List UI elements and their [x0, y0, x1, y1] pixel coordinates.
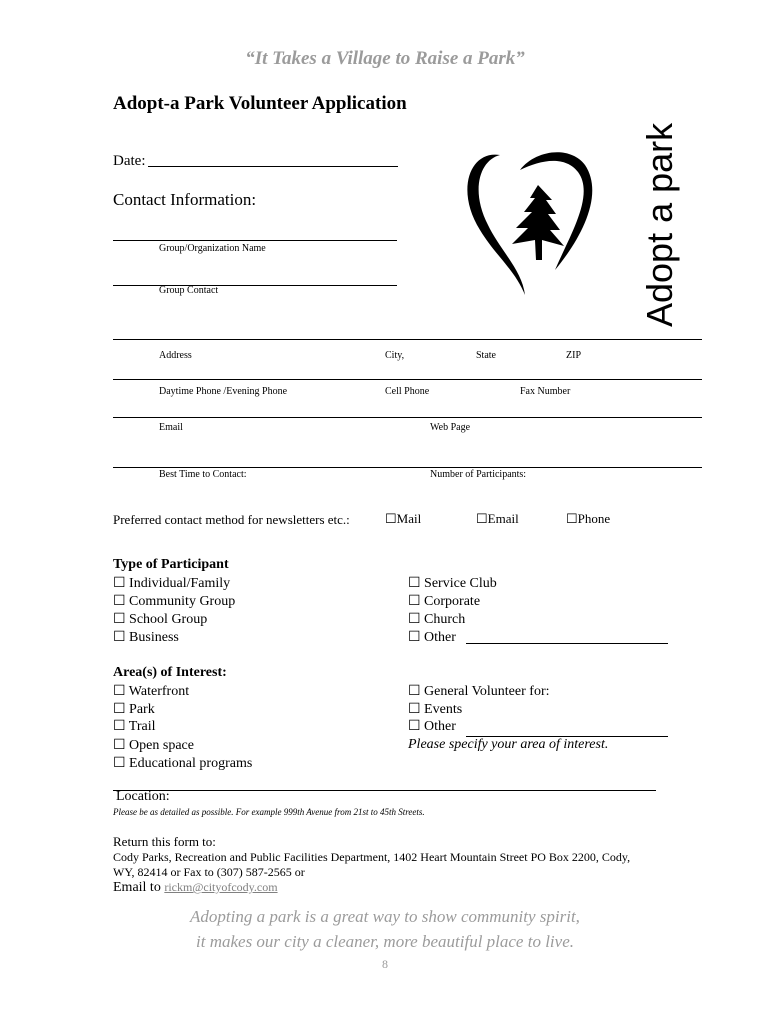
general-volunteer-checkbox[interactable]: ☐ General Volunteer for: [408, 684, 550, 699]
school-group-checkbox[interactable]: ☐ School Group [113, 612, 208, 627]
footer-line2: it makes our city a cleaner, more beautiful place to live. [196, 932, 574, 951]
zip-label: ZIP [566, 350, 581, 361]
preferred-contact-label: Preferred contact method for newsletters etc.: [113, 512, 350, 527]
email-prefix: Email to [113, 880, 165, 895]
location-field[interactable] [113, 790, 656, 791]
participant-type-heading: Type of Participant [113, 557, 229, 572]
group-contact-field[interactable] [113, 285, 397, 286]
other-interest-checkbox[interactable]: ☐ Other [408, 719, 456, 734]
return-address-line2: WY, 82414 or Fax to (307) 587-2565 or [113, 865, 305, 879]
other-participant-field[interactable] [466, 643, 668, 644]
business-checkbox[interactable]: ☐ Business [113, 630, 179, 645]
state-label: State [476, 350, 496, 361]
community-group-checkbox[interactable]: ☐ Community Group [113, 594, 236, 609]
location-hint: Please be as detailed as possible. For example 999th Avenue from 21st to 45th Streets. [113, 807, 425, 817]
date-field[interactable] [148, 166, 398, 167]
fax-label: Fax Number [520, 386, 571, 397]
group-contact-label: Group Contact [159, 285, 219, 296]
trail-checkbox[interactable]: ☐ Trail [113, 719, 156, 734]
interest-note: Please specify your area of interest. [408, 737, 609, 752]
individual-family-checkbox[interactable]: ☐ Individual/Family [113, 576, 231, 591]
waterfront-checkbox[interactable]: ☐ Waterfront [113, 684, 190, 699]
footer-line1: Adopting a park is a great way to show community spirit, [190, 907, 580, 926]
address-field[interactable] [113, 339, 702, 340]
participants-label: Number of Participants: [430, 469, 527, 480]
best-time-field[interactable] [113, 467, 702, 468]
return-heading: Return this form to: [113, 834, 216, 849]
church-checkbox[interactable]: ☐ Church [408, 612, 466, 627]
corporate-checkbox[interactable]: ☐ Corporate [408, 594, 481, 609]
logo-text: Adopt a park [639, 122, 680, 327]
date-label: Date: [113, 153, 146, 169]
phone-field[interactable] [113, 379, 702, 380]
park-checkbox[interactable]: ☐ Park [113, 702, 155, 717]
return-address-line1: Cody Parks, Recreation and Public Facilities Department, 1402 Heart Mountain Street PO Box 2200, Cody, [113, 850, 631, 864]
events-checkbox[interactable]: ☐ Events [408, 702, 463, 717]
web-page-label: Web Page [430, 422, 471, 433]
address-label: Address [159, 350, 192, 361]
service-club-checkbox[interactable]: ☐ Service Club [408, 576, 497, 591]
group-name-field[interactable] [113, 240, 397, 241]
educational-programs-checkbox[interactable]: ☐ Educational programs [113, 756, 253, 771]
return-email-line [113, 880, 278, 896]
city-label: City, [385, 350, 405, 361]
page-title: Adopt-a Park Volunteer Application [113, 93, 407, 114]
daytime-phone-label: Daytime Phone /Evening Phone [159, 386, 288, 397]
location-label: Location: [116, 789, 170, 804]
heart-tree-icon [460, 150, 620, 300]
cell-phone-label: Cell Phone [385, 386, 430, 397]
email-link[interactable]: rickm@cityofcody.com [164, 880, 278, 894]
group-name-label: Group/Organization Name [159, 243, 266, 254]
page-number: 8 [382, 957, 388, 971]
interest-heading: Area(s) of Interest: [113, 665, 227, 680]
tagline: “It Takes a Village to Raise a Park” [245, 48, 525, 69]
phone-checkbox[interactable]: ☐Phone [566, 511, 611, 526]
email-field[interactable] [113, 417, 702, 418]
open-space-checkbox[interactable]: ☐ Open space [113, 738, 194, 753]
contact-heading: Contact Information: [113, 190, 257, 209]
mail-checkbox[interactable]: ☐Mail [385, 511, 422, 526]
email-checkbox[interactable]: ☐Email [476, 511, 519, 526]
email-label: Email [159, 422, 183, 433]
other-participant-checkbox[interactable]: ☐ Other [408, 630, 456, 645]
best-time-label: Best Time to Contact: [159, 469, 247, 480]
